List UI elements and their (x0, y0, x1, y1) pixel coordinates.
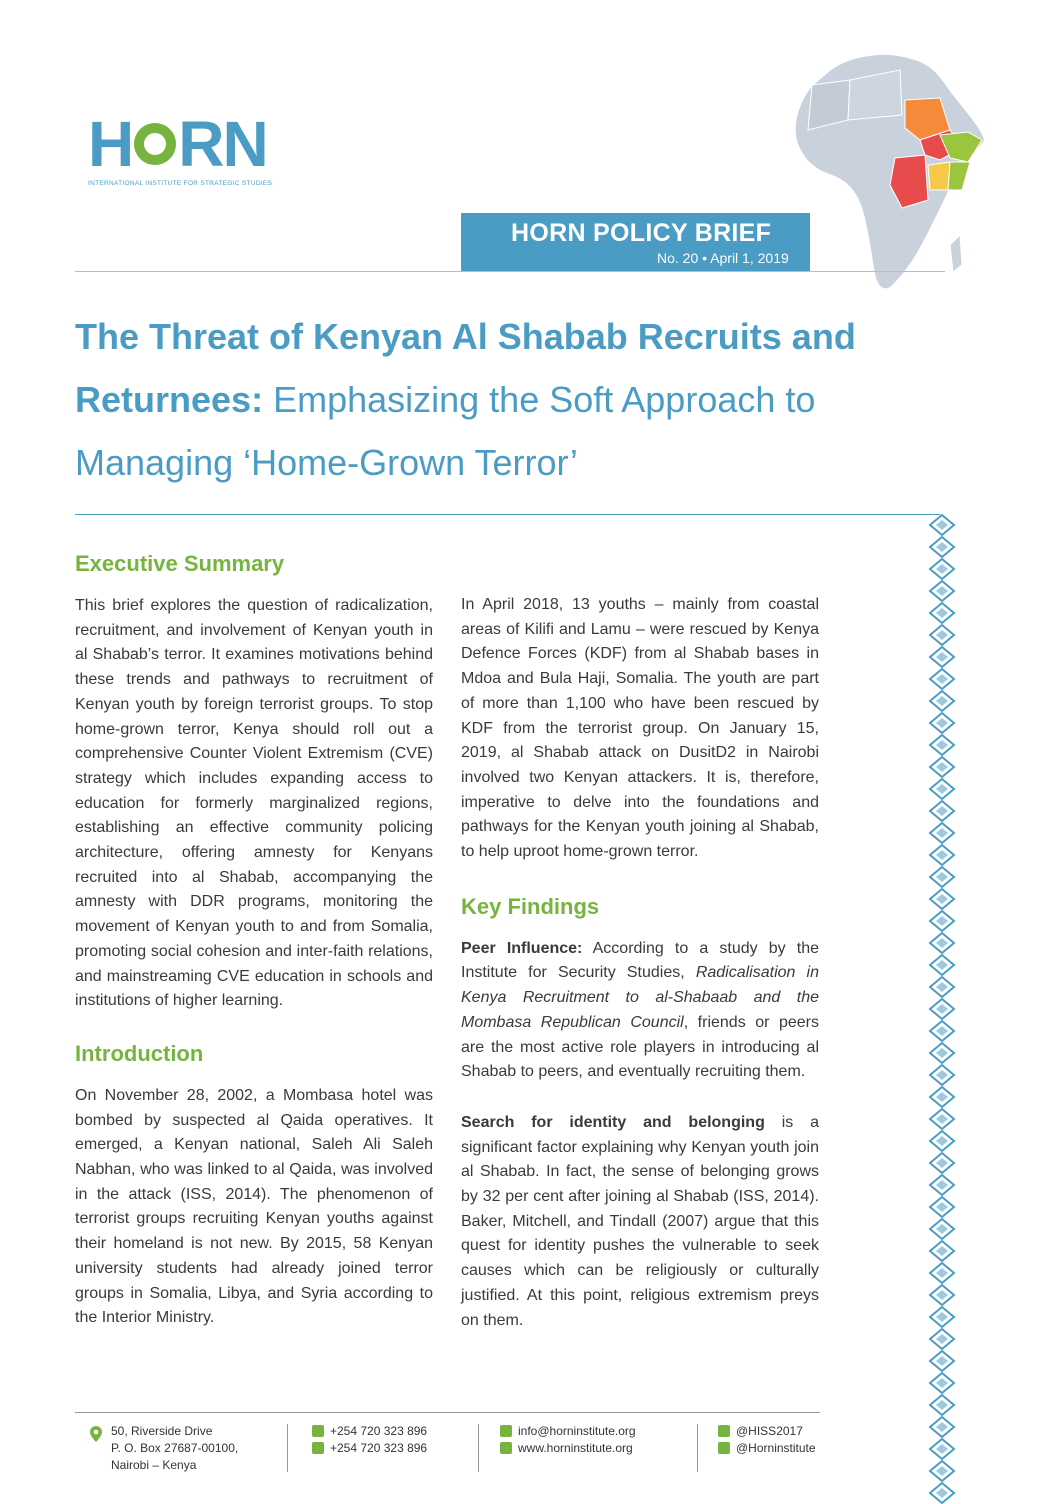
header-divider (75, 271, 945, 272)
footer-divider (75, 1412, 820, 1413)
left-column (75, 550, 433, 1331)
africa-map-icon (790, 40, 990, 300)
horn-logo (88, 108, 288, 187)
finding-identity: Search for identity and belonging is a significant factor explaining why Kenyan youth join al Shabab. In fact, the sense of belonging grows by 32 per cent after joining al Shabab (ISS, 2014). Baker, Mitchell, and Tindall (2007) argue that this quest for identity pushes the vulnerable to seek causes which can be religiously or culturally justified. At this point, religious extremism preys on them. (461, 1113, 820, 1329)
peer-influence-label: Peer Influence: (461, 939, 583, 957)
title-bold-part: The Threat of Kenyan Al Shabab Recruits and Returnees: (75, 316, 856, 420)
footer-phones (312, 1423, 427, 1457)
phone-link-2[interactable]: +254 720 323 896 (330, 1441, 428, 1455)
facebook-link[interactable]: @HISS2017 (736, 1424, 803, 1438)
logo-wordmark: H RN (88, 108, 267, 180)
website-link[interactable]: www.horninstitute.org (518, 1441, 633, 1455)
identity-label: Search for identity and belonging (461, 1113, 765, 1131)
phone-link-1[interactable]: +254 720 323 896 (330, 1424, 428, 1438)
facebook-icon (718, 1425, 730, 1437)
study-title: Radicalisation in Kenya Recruitment to al-Shabaab and the Mombasa Republican Council (461, 964, 819, 1031)
introduction-text: On November 28, 2002, a Mombasa hotel was bombed by suspected al Qaida operatives. It emerged, a Kenyan national, Saleh Ali Saleh Nabhan, who was linked to al Qaida, was involved in the attack (ISS, 2014). The phenomenon of terrorist groups recruiting Kenyan youths against their homeland is not new. By 2015, 58 Kenyan university students had already joined terror groups in Somalia, Libya, and Syria according to the Interior Ministry. (75, 1086, 433, 1327)
executive-summary-heading: Executive Summary (75, 551, 285, 576)
introduction-heading: Introduction (75, 1040, 204, 1066)
title-divider (75, 514, 940, 515)
footer-separator (697, 1424, 698, 1472)
logo-subtitle: INTERNATIONAL INSTITUTE FOR STRATEGIC STUDIES (88, 180, 273, 187)
globe-icon (500, 1442, 512, 1454)
decorative-border-icon (928, 514, 956, 1504)
finding-peer-influence: Peer Influence: According to a study by the Institute for Security Studies, Radicalisation in Kenya Recruitment to al-Shabaab and the Mombasa Republican Council, friends or peers are the most active role players in introducing al Shabab to peers, and eventually recruiting them. (461, 939, 820, 1081)
policy-brief-banner (461, 213, 810, 271)
banner-title: HORN POLICY BRIEF (511, 219, 772, 247)
key-findings-heading: Key Findings (461, 893, 600, 919)
mobile-icon (312, 1442, 324, 1454)
title-regular-part: Emphasizing the Soft Approach to Managing ‘Home-Grown Terror’ (75, 379, 816, 483)
footer-separator (478, 1424, 479, 1472)
email-link[interactable]: info@horninstitute.org (518, 1424, 636, 1438)
footer-social (718, 1423, 816, 1457)
footer-separator (287, 1424, 288, 1472)
footer-address: 50, Riverside Drive P. O. Box 27687-00100, Nairobi – Kenya (90, 1423, 290, 1474)
footer-web (500, 1423, 636, 1457)
right-column (461, 593, 819, 1333)
twitter-link[interactable]: @Horninstitute (736, 1441, 816, 1455)
document-title (75, 305, 935, 494)
location-pin-icon (90, 1426, 102, 1442)
phone-icon (312, 1425, 324, 1437)
executive-summary-text: This brief explores the question of radicalization, recruitment, and involvement of Kenyan youth in al Shabab’s terror. It examines motivations behind these trends and pathways to recruitment of Kenyan youth by foreign terrorist groups. To stop home-grown terror, Kenya should roll out a comprehensive Counter Violent Extremism (CVE) strategy which includes expanding access to education for formerly marginalized regions, establishing an effective community policing architecture, offering amnesty for Kenyans recruited into al Shabab, accompanying the amnesty with DDR programs, monitoring the movement of Kenyan youth to and from Somalia, promoting social cohesion and inter-faith relations, and mainstreaming CVE education in schools and institutions of higher learning. (75, 597, 433, 1010)
intro-continuation-text: In April 2018, 13 youths – mainly from coastal areas of Kilifi and Lamu – were rescued by Kenya Defence Forces (KDF) from al Shabab bases in Mdoa and Bula Haji, Somalia. The youth are part of more than 1,100 who have been rescued by KDF from the terrorist group. On January 15, 2019, al Shabab attack on DusitD2 in Nairobi involved two Kenyan attackers. It is, therefore, imperative to delve into the foundations and pathways for the Kenyan youth joining al Shabab, to help uproot home-grown terror. (461, 596, 819, 861)
logo-o-ring (134, 123, 176, 165)
twitter-icon (718, 1442, 730, 1454)
banner-issue-date: No. 20 • April 1, 2019 (657, 250, 789, 266)
email-icon (500, 1425, 512, 1437)
